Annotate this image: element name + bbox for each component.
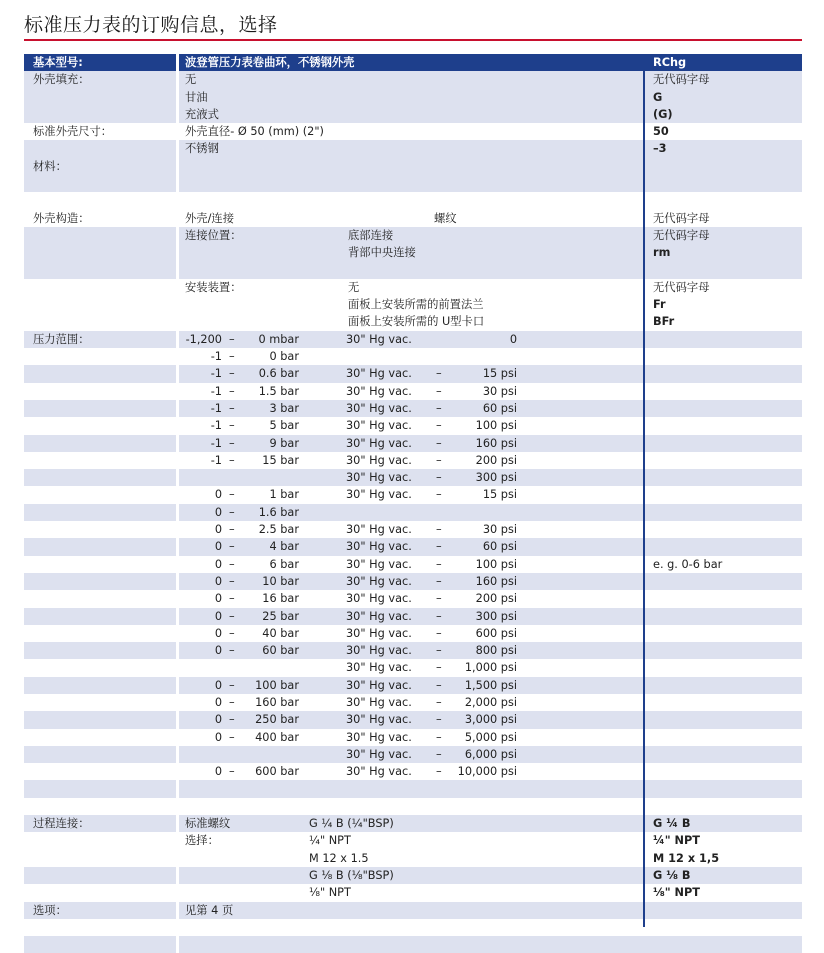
range-dash: – [229, 626, 235, 640]
conn-pos: 连接位置： [185, 228, 242, 242]
range-psi: 15 psi [482, 367, 517, 381]
material-code: –3 [653, 142, 667, 156]
table-row [24, 521, 802, 538]
process-text: ⅛" NPT [309, 886, 351, 900]
table-row [24, 659, 802, 676]
range-to: 9 bar [269, 436, 299, 450]
range-dash: – [436, 765, 442, 779]
range-from: -1 [210, 453, 222, 467]
range-hg: 30" Hg vac. [346, 644, 412, 658]
range-to: 10 bar [262, 574, 299, 588]
range-dash: – [229, 505, 235, 519]
table-row [24, 573, 802, 590]
range-hg: 30" Hg vac. [346, 523, 412, 537]
table-row [24, 486, 802, 503]
range-hg: 30" Hg vac. [346, 332, 412, 346]
range-to: 160 bar [255, 695, 299, 709]
range-dash: – [229, 401, 235, 415]
fill-code: G [653, 90, 663, 104]
pressure-example: e. g. 0-6 bar [653, 557, 723, 571]
table-row [24, 435, 802, 452]
table-row [24, 383, 802, 400]
range-dash: – [229, 384, 235, 398]
table-row [24, 850, 802, 867]
table-row [24, 694, 802, 711]
table-row [24, 452, 802, 469]
range-dash: – [436, 574, 442, 588]
range-dash: – [229, 540, 235, 554]
table-row [24, 902, 802, 919]
range-to: 0.6 bar [258, 367, 299, 381]
range-dash: – [436, 453, 442, 467]
range-dash: – [229, 592, 235, 606]
range-to: 25 bar [262, 609, 299, 623]
range-hg: 30" Hg vac. [346, 488, 412, 502]
process-text: G ¼ B (¼"BSP) [309, 817, 394, 831]
thread: 螺纹 [434, 211, 457, 225]
range-psi: 60 psi [482, 401, 517, 415]
range-hg: 30" Hg vac. [346, 367, 412, 381]
range-dash: – [229, 609, 235, 623]
table-row [24, 590, 802, 607]
range-to: 400 bar [255, 730, 299, 744]
range-from: 0 [214, 730, 222, 744]
table-row [24, 884, 802, 901]
fill-code: 无代码字母 [653, 73, 710, 87]
table-row [24, 313, 802, 330]
range-psi: 160 psi [475, 436, 517, 450]
range-psi: 2,000 psi [464, 695, 517, 709]
table-row [24, 106, 802, 123]
mount-none-code: 无代码字母 [653, 280, 710, 294]
table-row [24, 210, 802, 227]
range-dash: – [436, 436, 442, 450]
table-row [24, 175, 802, 192]
table-row [24, 417, 802, 434]
range-dash: – [436, 523, 442, 537]
range-dash: – [436, 592, 442, 606]
range-psi: 0 [509, 332, 517, 346]
process-code: G ¼ B [653, 817, 691, 831]
range-to: 600 bar [255, 765, 299, 779]
process-text: M 12 x 1.5 [309, 851, 369, 865]
range-hg: 30" Hg vac. [346, 747, 412, 761]
range-dash: – [436, 471, 442, 485]
range-psi: 6,000 psi [464, 747, 517, 761]
table-row [24, 227, 802, 244]
range-to: 40 bar [262, 626, 299, 640]
range-dash: – [229, 436, 235, 450]
process-code: M 12 x 1,5 [653, 851, 720, 865]
header-desc: 波登管压力表卷曲环，不锈钢外壳 [185, 56, 355, 69]
table-row [24, 71, 802, 88]
range-from: 0 [214, 678, 222, 692]
range-to: 16 bar [262, 592, 299, 606]
range-psi: 600 psi [475, 626, 517, 640]
range-from: 0 [214, 609, 222, 623]
range-from: 0 [214, 626, 222, 640]
range-dash: – [436, 713, 442, 727]
table-row [24, 815, 802, 832]
range-from: -1 [210, 401, 222, 415]
table-row [24, 365, 802, 382]
back-code: rm [653, 246, 671, 260]
ordering-table [24, 54, 802, 953]
pressure-ranges [24, 331, 802, 781]
range-dash: – [229, 419, 235, 433]
range-hg: 30" Hg vac. [346, 574, 412, 588]
process-text: G ⅛ B (⅛"BSP) [309, 868, 394, 882]
range-dash: – [436, 661, 442, 675]
range-hg: 30" Hg vac. [346, 384, 412, 398]
range-to: 0 mbar [258, 332, 299, 346]
range-from: 0 [214, 592, 222, 606]
table-row [24, 140, 802, 157]
range-psi: 1,000 psi [464, 661, 517, 675]
size-code: 50 [653, 125, 669, 139]
range-dash: – [436, 626, 442, 640]
range-to: 5 bar [269, 419, 299, 433]
range-psi: 10,000 psi [457, 765, 517, 779]
front-code: Fr [653, 298, 666, 312]
range-from: -1,200 [185, 332, 222, 346]
range-dash: – [229, 574, 235, 588]
range-psi: 200 psi [475, 453, 517, 467]
table-row [24, 625, 802, 642]
range-psi: 30 psi [482, 523, 517, 537]
range-dash: – [436, 401, 442, 415]
range-from: 0 [214, 488, 222, 502]
range-from: -1 [210, 350, 222, 364]
range-psi: 800 psi [475, 644, 517, 658]
table-row [24, 919, 802, 936]
table-row [24, 746, 802, 763]
range-dash: – [229, 367, 235, 381]
mount-none: 无 [348, 280, 360, 294]
range-dash: – [436, 488, 442, 502]
range-dash: – [436, 695, 442, 709]
range-hg: 30" Hg vac. [346, 765, 412, 779]
bottom-code: 无代码字母 [653, 228, 710, 242]
process-text: ¼" NPT [309, 834, 351, 848]
range-dash: – [229, 678, 235, 692]
range-from: -1 [210, 384, 222, 398]
shell-conn: 外壳/连接 [185, 211, 234, 225]
range-dash: – [229, 765, 235, 779]
range-dash: – [436, 384, 442, 398]
material-label: 材料： [33, 159, 67, 173]
bottom-conn: 底部连接 [348, 228, 394, 242]
range-dash: – [436, 540, 442, 554]
table-row [24, 504, 802, 521]
process-std: 标准螺纹 [185, 817, 231, 831]
range-from: 0 [214, 574, 222, 588]
table-row [24, 123, 802, 140]
range-to: 60 bar [262, 644, 299, 658]
range-hg: 30" Hg vac. [346, 557, 412, 571]
back-conn: 背部中央连接 [348, 246, 416, 260]
table-row [24, 711, 802, 728]
table-row [24, 244, 802, 261]
clamp-code: BFr [653, 315, 675, 329]
range-hg: 30" Hg vac. [346, 471, 412, 485]
table-row [24, 296, 802, 313]
range-to: 100 bar [255, 678, 299, 692]
range-hg: 30" Hg vac. [346, 401, 412, 415]
range-dash: – [436, 557, 442, 571]
material-text: 不锈钢 [185, 142, 219, 156]
table-row [24, 677, 802, 694]
range-psi: 100 psi [475, 557, 517, 571]
table-row [24, 348, 802, 365]
range-hg: 30" Hg vac. [346, 626, 412, 640]
range-from: 0 [214, 505, 222, 519]
range-hg: 30" Hg vac. [346, 540, 412, 554]
header-label: 基本型号: [33, 56, 83, 69]
range-dash: – [229, 713, 235, 727]
range-dash: – [229, 730, 235, 744]
fill-option: 无 [185, 73, 197, 87]
table-row [24, 832, 802, 849]
range-to: 1.5 bar [258, 384, 299, 398]
table-row [24, 89, 802, 106]
range-to: 0 bar [269, 350, 299, 364]
range-psi: 30 psi [482, 384, 517, 398]
range-hg: 30" Hg vac. [346, 453, 412, 467]
range-from: 0 [214, 523, 222, 537]
size-text: 外壳直径- Ø 50 (mm) (2") [185, 125, 324, 139]
table-row [24, 262, 802, 279]
pressure-label: 压力范围： [33, 332, 90, 346]
range-dash: – [436, 730, 442, 744]
page-title: 标准压力表的订购信息，选择 [24, 14, 278, 36]
process-select: 选择： [185, 834, 219, 848]
range-psi: 3,000 psi [464, 713, 517, 727]
range-dash: – [229, 488, 235, 502]
table-row [24, 867, 802, 884]
table-row [24, 469, 802, 486]
range-psi: 15 psi [482, 488, 517, 502]
table-row [24, 780, 802, 797]
range-dash: – [229, 523, 235, 537]
range-from: 0 [214, 644, 222, 658]
range-hg: 30" Hg vac. [346, 661, 412, 675]
process-label: 过程连接： [33, 817, 90, 831]
range-dash: – [436, 367, 442, 381]
range-to: 3 bar [269, 401, 299, 415]
table-row [24, 729, 802, 746]
fill-option: 充液式 [185, 107, 219, 121]
front-flange: 面板上安装所需的前置法兰 [348, 298, 484, 312]
table-row [24, 538, 802, 555]
range-dash: – [436, 747, 442, 761]
table-row [24, 158, 802, 175]
range-dash: – [436, 678, 442, 692]
table-header [24, 54, 802, 71]
range-from: -1 [210, 419, 222, 433]
range-psi: 5,000 psi [464, 730, 517, 744]
range-psi: 60 psi [482, 540, 517, 554]
u-clamp: 面板上安装所需的 U型卡口 [348, 315, 485, 329]
fill-code: (G) [653, 107, 673, 121]
range-from: 0 [214, 713, 222, 727]
range-hg: 30" Hg vac. [346, 609, 412, 623]
thread-code: 无代码字母 [653, 211, 710, 225]
table-row [24, 279, 802, 296]
range-to: 4 bar [269, 540, 299, 554]
range-dash: – [229, 644, 235, 658]
process-code: ¼" NPT [653, 834, 700, 848]
range-psi: 200 psi [475, 592, 517, 606]
range-dash: – [229, 557, 235, 571]
range-to: 250 bar [255, 713, 299, 727]
range-hg: 30" Hg vac. [346, 695, 412, 709]
table-row [24, 192, 802, 209]
range-to: 2.5 bar [258, 523, 299, 537]
range-from: -1 [210, 367, 222, 381]
range-to: 6 bar [269, 557, 299, 571]
fill-option: 甘油 [185, 90, 208, 104]
range-to: 15 bar [262, 453, 299, 467]
range-psi: 100 psi [475, 419, 517, 433]
table-row [24, 400, 802, 417]
table-row [24, 608, 802, 625]
range-dash: – [229, 332, 235, 346]
table-row [24, 556, 802, 573]
table-row [24, 936, 802, 953]
range-psi: 300 psi [475, 471, 517, 485]
range-hg: 30" Hg vac. [346, 436, 412, 450]
table-row [24, 642, 802, 659]
range-hg: 30" Hg vac. [346, 678, 412, 692]
range-hg: 30" Hg vac. [346, 713, 412, 727]
options-text: 见第 4 页 [185, 903, 234, 917]
table-row [24, 798, 802, 815]
process-code: G ⅛ B [653, 868, 691, 882]
range-dash: – [229, 350, 235, 364]
range-dash: – [436, 419, 442, 433]
construction-label: 外壳构造： [33, 211, 90, 225]
range-dash: – [229, 695, 235, 709]
mount: 安装装置： [185, 280, 242, 294]
range-from: 0 [214, 695, 222, 709]
title-divider [24, 39, 802, 41]
range-hg: 30" Hg vac. [346, 592, 412, 606]
fill-label: 外壳填充： [33, 73, 90, 87]
range-dash: – [229, 453, 235, 467]
range-from: 0 [214, 540, 222, 554]
range-from: 0 [214, 557, 222, 571]
size-label: 标准外壳尺寸： [33, 125, 113, 139]
process-code: ⅛" NPT [653, 886, 700, 900]
range-to: 1.6 bar [258, 505, 299, 519]
header-code: RChg [653, 56, 687, 69]
range-to: 1 bar [269, 488, 299, 502]
range-hg: 30" Hg vac. [346, 419, 412, 433]
range-dash: – [436, 644, 442, 658]
range-psi: 300 psi [475, 609, 517, 623]
range-dash: – [436, 609, 442, 623]
range-psi: 160 psi [475, 574, 517, 588]
range-from: -1 [210, 436, 222, 450]
range-from: 0 [214, 765, 222, 779]
range-psi: 1,500 psi [464, 678, 517, 692]
table-row [24, 763, 802, 780]
range-hg: 30" Hg vac. [346, 730, 412, 744]
options-label: 选项： [33, 903, 67, 917]
table-row [24, 331, 802, 348]
code-column-divider [643, 54, 645, 927]
